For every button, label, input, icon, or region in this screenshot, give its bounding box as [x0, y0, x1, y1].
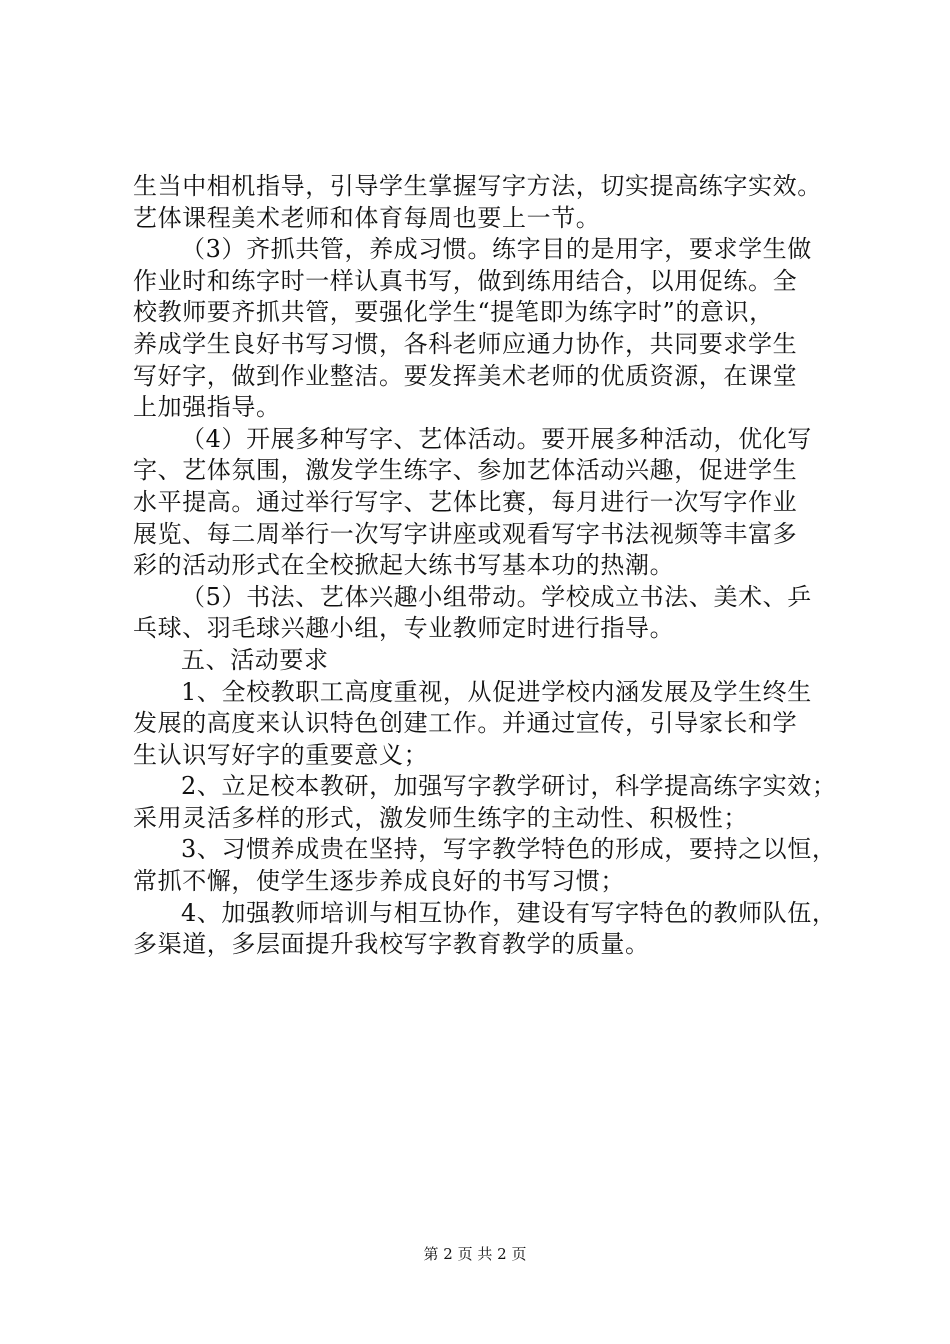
text-line: 1、全校教职工高度重视，从促进学校内涵发展及学生终生	[181, 677, 812, 706]
text-line: 水平提高。通过举行写字、艺体比赛，每月进行一次写字作业	[133, 487, 798, 516]
page-number-footer: 第 2 页 共 2 页	[423, 1245, 527, 1263]
text-line: 2、立足校本教研，加强写字教学研讨，科学提高练字实效；	[181, 772, 837, 801]
text-line: （5）书法、艺体兴趣小组带动。学校成立书法、美术、乒	[181, 582, 812, 611]
text-line: 展览、每二周举行一次写字讲座或观看写字书法视频等丰富多	[133, 519, 798, 548]
section-heading: 五、活动要求	[181, 645, 329, 674]
text-line: 字、艺体氛围，激发学生练字、参加艺体活动兴趣，促进学生	[133, 456, 798, 485]
text-line: 乓球、羽毛球兴趣小组，专业教师定时进行指导。	[133, 614, 675, 643]
text-line: 艺体课程美术老师和体育每周也要上一节。	[133, 203, 601, 232]
text-line: 采用灵活多样的形式，激发师生练字的主动性、积极性；	[133, 803, 748, 832]
text-line: 作业时和练字时一样认真书写，做到练用结合，以用促练。全	[133, 266, 798, 295]
text-line: 生当中相机指导，引导学生掌握写字方法，切实提高练字实效。	[133, 172, 822, 200]
text-line: 多渠道，多层面提升我校写字教育教学的质量。	[133, 930, 650, 959]
text-line: （4）开展多种写字、艺体活动。要开展多种活动，优化写	[181, 424, 812, 453]
text-line: 写好字，做到作业整洁。要发挥美术老师的优质资源，在课堂	[133, 361, 798, 390]
text-line: 养成学生良好书写习惯，各科老师应通力协作，共同要求学生	[133, 329, 798, 358]
text-line: 4、加强教师培训与相互协作，建设有写字特色的教师队伍，	[181, 898, 837, 927]
text-line: （3）齐抓共管，养成习惯。练字目的是用字，要求学生做	[181, 235, 812, 264]
text-line: 校教师要齐抓共管，要强化学生“提笔即为练字时”的意识，	[133, 298, 774, 327]
text-line: 3、习惯养成贵在坚持，写字教学特色的形成，要持之以恒，	[181, 835, 837, 864]
text-line: 上加强指导。	[133, 393, 281, 422]
text-line: 发展的高度来认识特色创建工作。并通过宣传，引导家长和学	[133, 709, 798, 738]
text-line: 常抓不懈，使学生逐步养成良好的书写习惯；	[133, 867, 625, 896]
document-body	[133, 171, 858, 961]
text-line: 彩的活动形式在全校掀起大练书写基本功的热潮。	[133, 551, 675, 580]
text-line: 生认识写好字的重要意义；	[133, 740, 429, 769]
